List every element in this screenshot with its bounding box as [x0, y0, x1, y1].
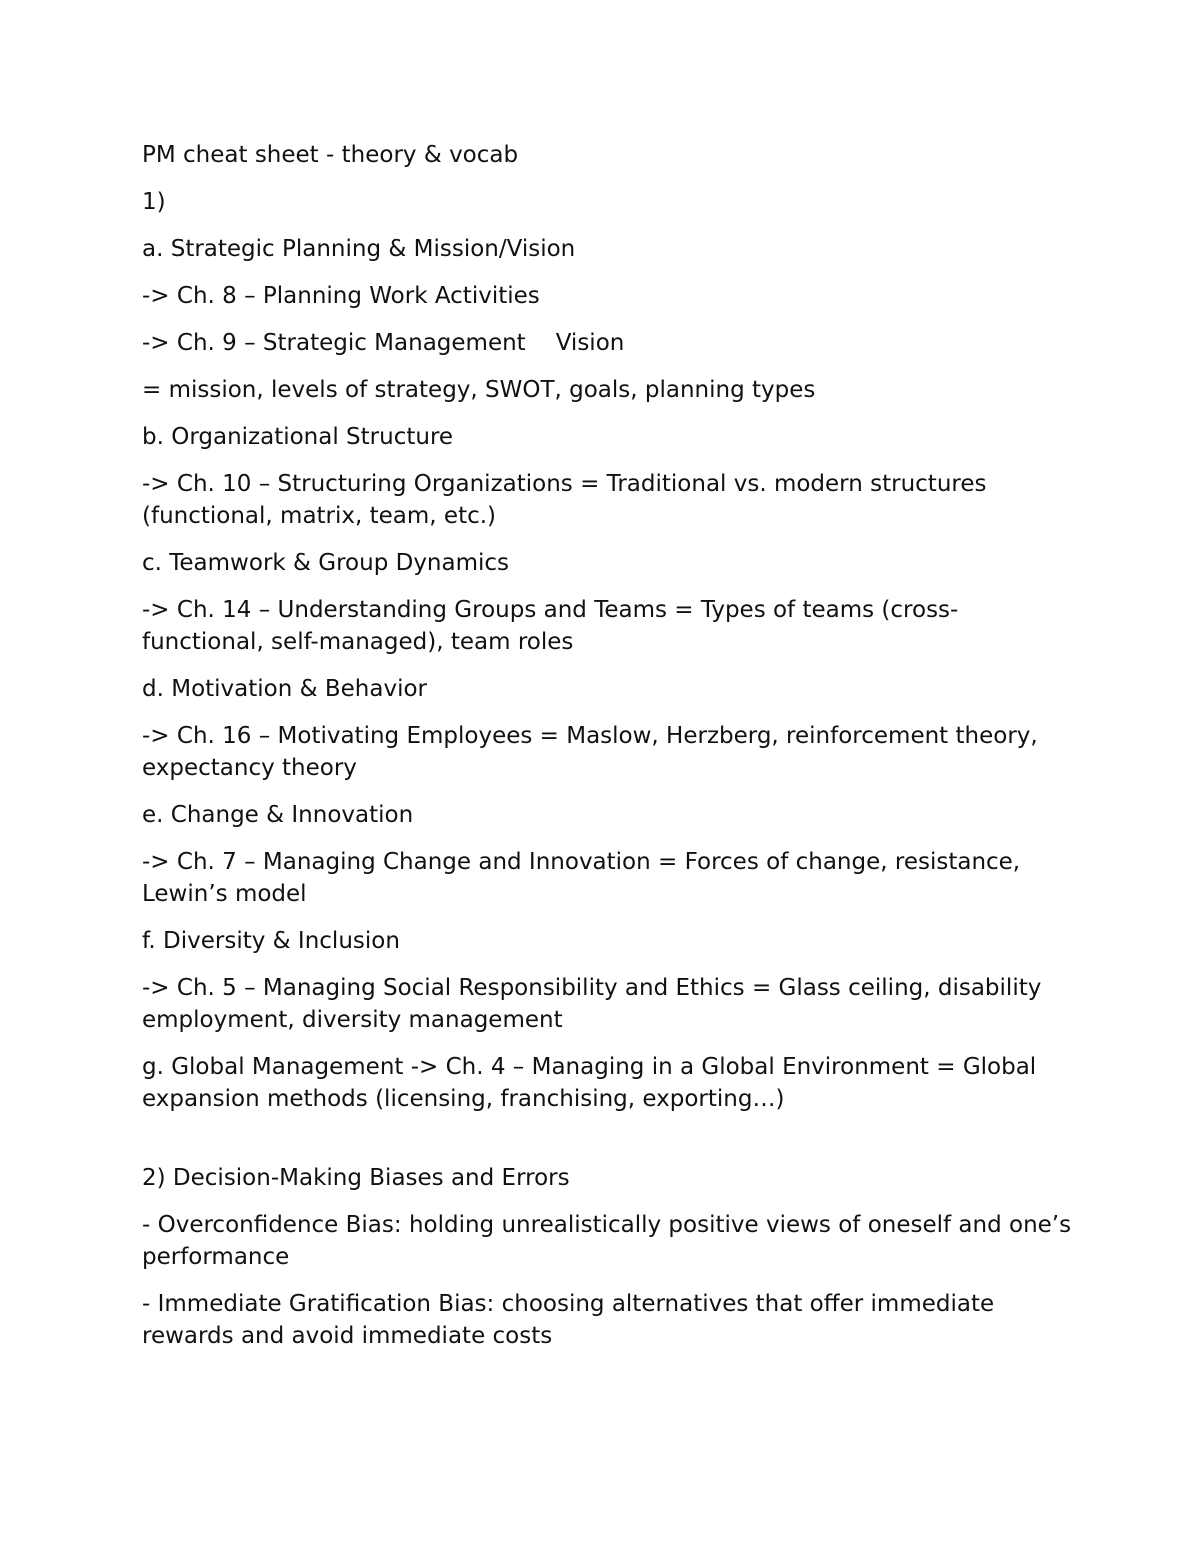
- section-2-item-1: - Overconfidence Bias: holding unrealistically positive views of oneself and one’s performance: [142, 1212, 1072, 1270]
- item-a-line-2: [142, 327, 1072, 359]
- document-body: [142, 139, 1072, 1367]
- item-f-line-1: -> Ch. 5 – Managing Social Responsibility and Ethics = Glass ceiling, disability employment, diversity management: [142, 975, 1042, 1033]
- item-e-line-1: -> Ch. 7 – Managing Change and Innovation = Forces of change, resistance, Lewin’s model: [142, 849, 1021, 907]
- item-g-heading: g. Global Management -> Ch. 4 – Managing in a Global Environment = Global expansion methods (licensing, franchising, exporting…): [142, 1054, 1037, 1112]
- section-2-heading: 2) Decision-Making Biases and Errors: [142, 1165, 570, 1191]
- item-b-line-1: -> Ch. 10 – Structuring Organizations = Traditional vs. modern structures (functional, matrix, team, etc.): [142, 471, 987, 529]
- item-c-line-1: -> Ch. 14 – Understanding Groups and Teams = Types of teams (cross-functional, self-managed), team roles: [142, 597, 959, 655]
- item-a-line-3: = mission, levels of strategy, SWOT, goals, planning types: [142, 377, 816, 403]
- item-f-heading: f. Diversity & Inclusion: [142, 928, 400, 954]
- item-b-heading: b. Organizational Structure: [142, 424, 454, 450]
- item-e-heading: e. Change & Innovation: [142, 802, 414, 828]
- item-a-inline-note: Vision: [555, 330, 625, 356]
- item-a-line-2-text: -> Ch. 9 – Strategic Management: [142, 330, 526, 356]
- item-c-heading: c. Teamwork & Group Dynamics: [142, 550, 510, 576]
- item-a-heading: a. Strategic Planning & Mission/Vision: [142, 236, 576, 262]
- item-a-line-1: -> Ch. 8 – Planning Work Activities: [142, 283, 540, 309]
- section-1-number: 1): [142, 189, 166, 215]
- item-d-line-1: -> Ch. 16 – Motivating Employees = Maslow, Herzberg, reinforcement theory, expectancy theory: [142, 723, 1038, 781]
- item-d-heading: d. Motivation & Behavior: [142, 676, 427, 702]
- section-2-item-2: - Immediate Gratification Bias: choosing alternatives that offer immediate rewards and avoid immediate costs: [142, 1291, 995, 1349]
- document-title: PM cheat sheet - theory & vocab: [142, 142, 519, 168]
- blank-line: [142, 1130, 1072, 1162]
